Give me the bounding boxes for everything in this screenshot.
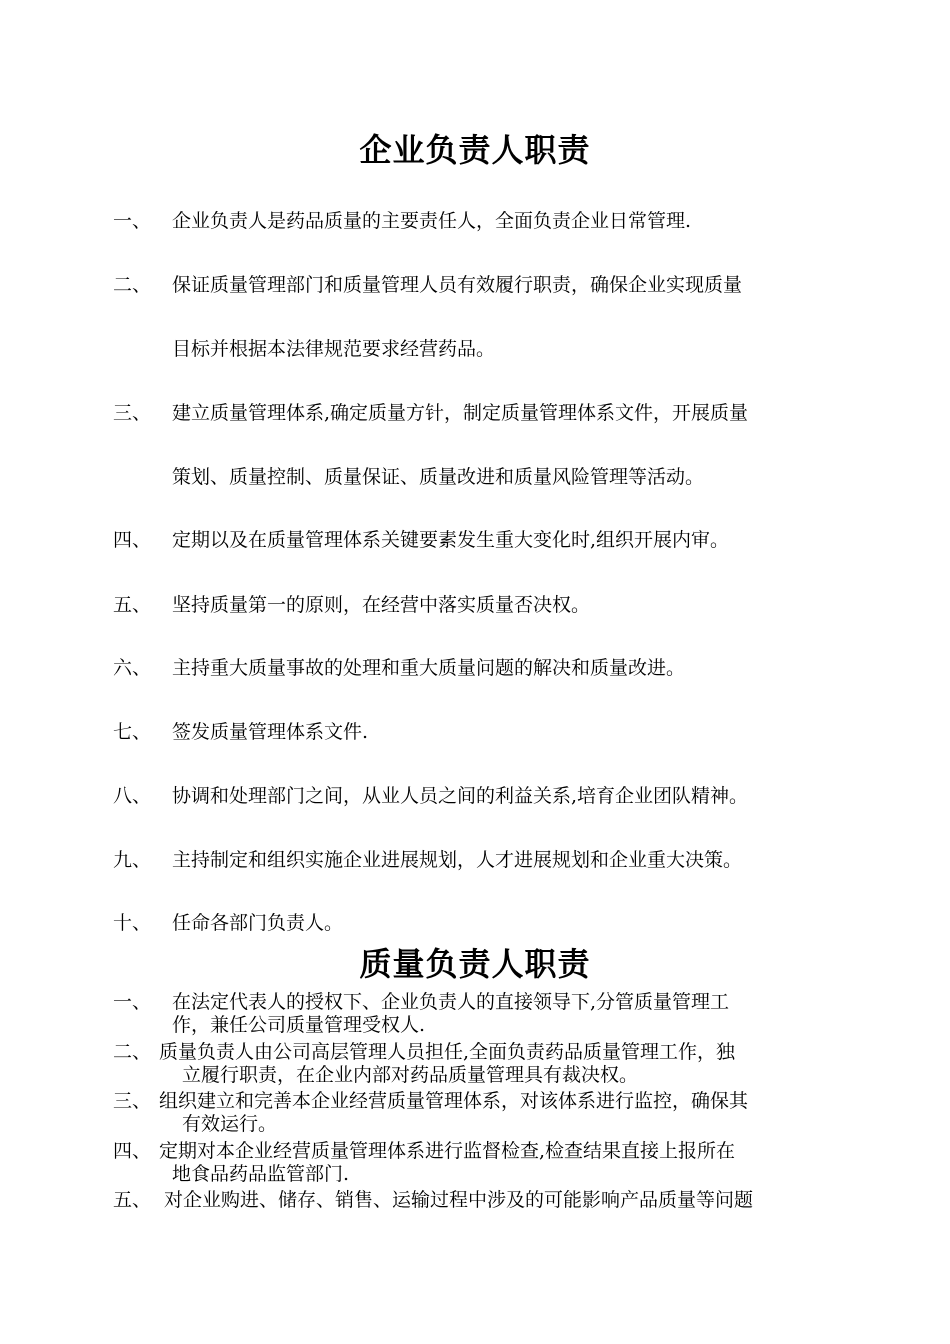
duty-text-continued: 作，兼任公司质量管理受权人. <box>172 1014 426 1036</box>
duty-text: 主持重大质量事故的处理和重大质量问题的解决和质量改进。 <box>172 657 686 679</box>
duty-number: 五、 <box>113 1189 152 1211</box>
duty-number: 四、 <box>113 1140 152 1162</box>
duty-number: 三、 <box>113 1090 152 1112</box>
duty-number: 八、 <box>113 785 152 807</box>
duty-text: 建立质量管理体系,确定质量方针，制定质量管理体系文件，开展质量 <box>172 402 749 424</box>
duty-number: 十、 <box>113 912 152 934</box>
duty-text: 在法定代表人的授权下、企业负责人的直接领导下,分管质量管理工 <box>172 991 730 1013</box>
duty-number: 六、 <box>113 657 152 679</box>
duty-text: 组织建立和完善本企业经营质量管理体系，对该体系进行监控，确保其 <box>159 1090 749 1112</box>
duty-number: 四、 <box>113 529 152 551</box>
duty-text-continued: 立履行职责，在企业内部对药品质量管理具有裁决权。 <box>182 1064 639 1086</box>
duty-number: 二、 <box>113 1041 152 1063</box>
duty-text: 主持制定和组织实施企业进展规划，人才进展规划和企业重大决策。 <box>172 849 743 871</box>
duty-number: 二、 <box>113 274 152 296</box>
duty-text-continued: 目标并根据本法律规范要求经营药品。 <box>172 338 496 360</box>
section-title-enterprise-head: 企业负责人职责 <box>359 131 591 169</box>
duty-text: 坚持质量第一的原则，在经营中落实质量否决权。 <box>172 594 591 616</box>
duty-number: 七、 <box>113 721 152 743</box>
duty-text: 定期对本企业经营质量管理体系进行监督检查,检查结果直接上报所在 <box>159 1140 736 1162</box>
duty-number: 一、 <box>113 991 152 1013</box>
duty-text: 企业负责人是药品质量的主要责任人，全面负责企业日常管理. <box>172 210 692 232</box>
duty-number: 九、 <box>113 849 152 871</box>
duty-text: 定期以及在质量管理体系关键要素发生重大变化时,组织开展内审。 <box>172 529 730 551</box>
duty-text: 保证质量管理部门和质量管理人员有效履行职责，确保企业实现质量 <box>172 274 743 296</box>
duty-text-continued: 有效运行。 <box>182 1113 278 1135</box>
duty-text: 协调和处理部门之间，从业人员之间的利益关系,培育企业团队精神。 <box>172 785 749 807</box>
duty-text: 任命各部门负责人。 <box>172 912 344 934</box>
section-title-quality-head: 质量负责人职责 <box>359 945 591 983</box>
duty-text-continued: 策划、质量控制、质量保证、质量改进和质量风险管理等活动。 <box>172 466 705 488</box>
duty-number: 一、 <box>113 210 152 232</box>
duty-text: 质量负责人由公司高层管理人员担任,全面负责药品质量管理工作，独 <box>159 1041 736 1063</box>
duty-number: 五、 <box>113 594 152 616</box>
duty-number: 三、 <box>113 402 152 424</box>
duty-text: 对企业购进、储存、销售、运输过程中涉及的可能影响产品质量等问题 <box>164 1189 754 1211</box>
duty-text-continued: 地食品药品监管部门. <box>172 1163 350 1185</box>
duty-text: 签发质量管理体系文件. <box>172 721 369 743</box>
